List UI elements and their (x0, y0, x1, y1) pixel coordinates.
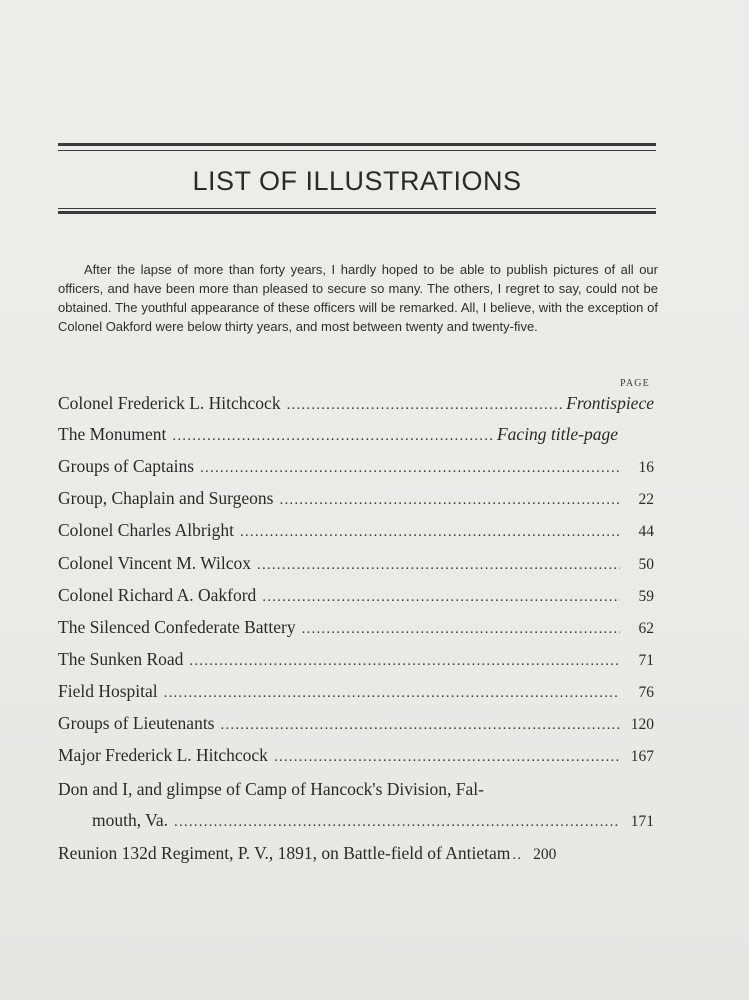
entry-page: 50 (638, 556, 654, 573)
entry-title: Colonel Richard A. Oakford (58, 585, 257, 605)
entry-title: Colonel Charles Albright (58, 520, 234, 540)
entry-title: The Silenced Confederate Battery (58, 617, 296, 637)
leader-dots (274, 749, 620, 766)
leader-dots (200, 460, 620, 477)
entry-title-line-1: Don and I, and glimpse of Camp of Hancock's Division, Fal- (58, 779, 484, 799)
list-item (58, 681, 654, 711)
entry-title: Colonel Vincent M. Wilcox (58, 553, 251, 573)
entry-title: The Sunken Road (58, 649, 184, 669)
list-item (92, 810, 654, 840)
entry-title: Groups of Captains (58, 456, 195, 476)
entry-page: 200 (533, 846, 557, 863)
leader-dots (172, 428, 493, 445)
top-double-rule-thick (58, 143, 656, 146)
entry-page: 16 (638, 459, 654, 476)
entry-title: The Monument (58, 424, 167, 444)
entry-page: 171 (630, 813, 654, 830)
entry-page: Facing title-page (496, 424, 618, 444)
entry-title: Field Hospital (58, 681, 158, 701)
entry-page: 59 (638, 588, 654, 605)
leader-dots (512, 847, 522, 864)
list-item (58, 617, 654, 647)
bottom-double-rule-thick (58, 211, 656, 214)
intro-paragraph: After the lapse of more than forty years, I hardly hoped to be able to publish pictures of all our officers, and have been more than pleased to secure so many. The others, I regret to say, could not be obtained. The youthful appearance of these officers will be remarked. All, I believe, with the exception of Colonel Oakford were below thirty years, and most between twenty and twenty-five. (58, 262, 658, 334)
entry-page: 76 (638, 684, 654, 701)
leader-dots (240, 524, 620, 541)
list-item (58, 393, 654, 423)
leader-dots (280, 492, 621, 509)
list-item (58, 553, 654, 583)
list-item (58, 585, 654, 615)
entry-title-line-2: mouth, Va. (92, 810, 168, 830)
top-double-rule-thin (58, 150, 656, 151)
entry-page: 120 (630, 716, 654, 733)
page-title: LIST OF ILLUSTRATIONS (192, 166, 522, 196)
entry-title: Groups of Lieutenants (58, 713, 215, 733)
list-item (58, 456, 654, 486)
entry-page: 71 (638, 652, 654, 669)
entry-title: Reunion 132d Regiment, P. V., 1891, on Battle-field of Antietam (58, 843, 511, 863)
entry-page: 44 (638, 523, 654, 540)
entry-title: Group, Chaplain and Surgeons (58, 488, 274, 508)
entry-page: 22 (638, 491, 654, 508)
list-item (58, 488, 654, 518)
leader-dots (221, 717, 621, 734)
leader-dots (174, 814, 620, 831)
entry-page: 167 (630, 748, 654, 765)
page-column-label: PAGE (620, 378, 650, 389)
list-item (58, 745, 654, 775)
leader-dots (164, 685, 620, 702)
list-item (58, 649, 654, 679)
leader-dots (287, 397, 563, 414)
list-item (58, 713, 654, 743)
entry-title: Major Frederick L. Hitchcock (58, 745, 268, 765)
leader-dots (189, 653, 620, 670)
entry-page: Frontispiece (566, 393, 654, 413)
entry-title: Colonel Frederick L. Hitchcock (58, 393, 281, 413)
list-item (58, 843, 654, 873)
leader-dots (262, 589, 620, 606)
entry-page: 62 (638, 620, 654, 637)
list-item (58, 424, 618, 454)
list-item (58, 520, 654, 550)
leader-dots (302, 621, 620, 638)
leader-dots (257, 557, 620, 574)
bottom-double-rule-thin (58, 208, 656, 209)
